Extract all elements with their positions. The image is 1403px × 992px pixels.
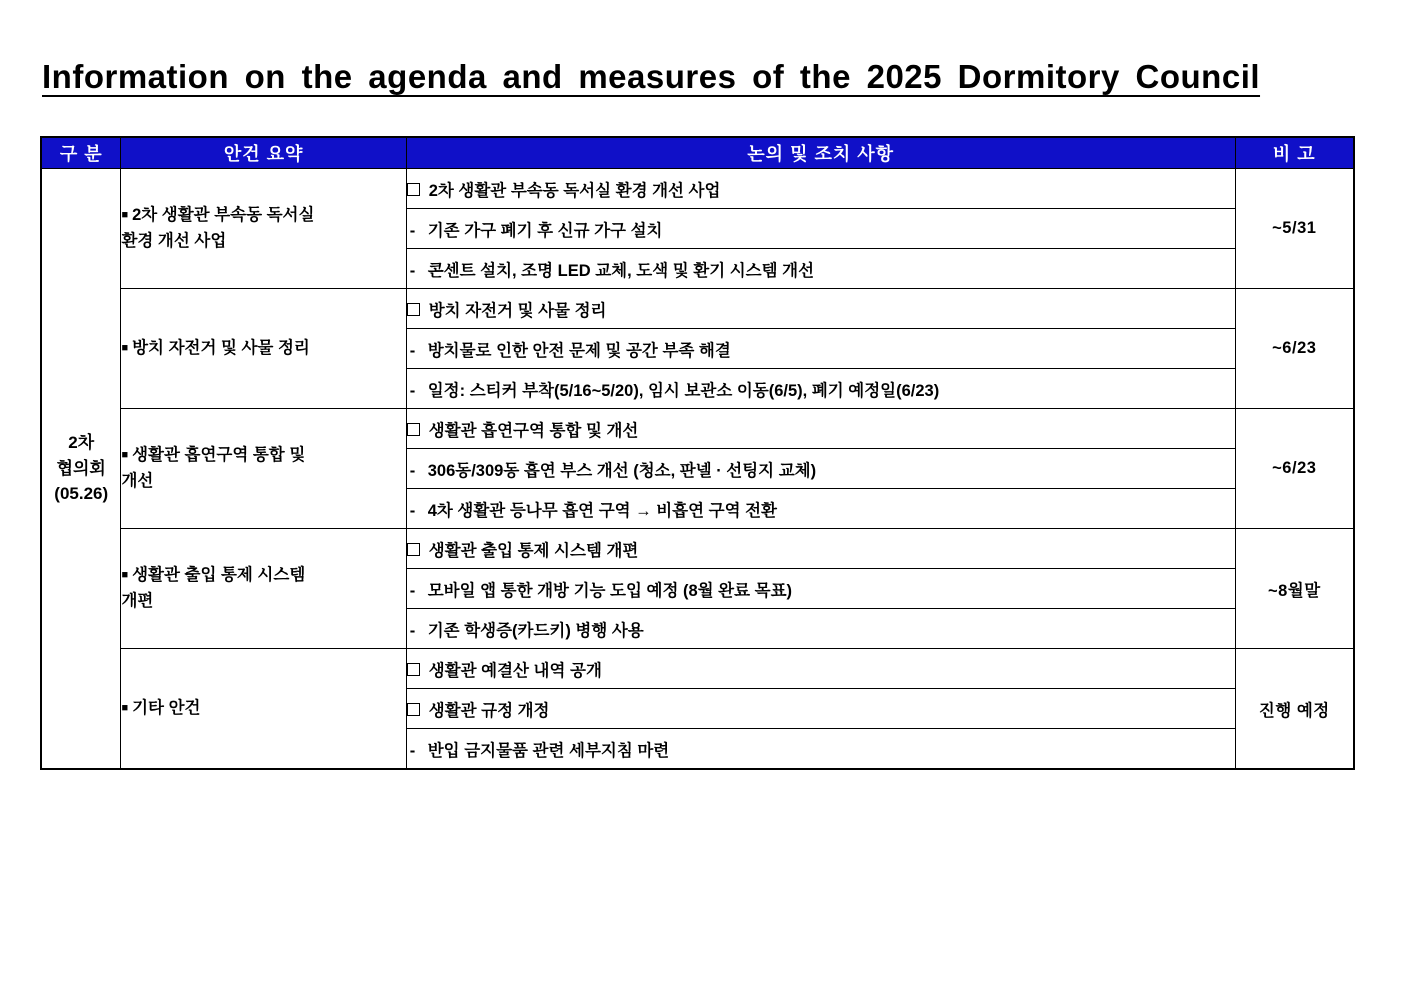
detail-cell — [406, 609, 1235, 649]
detail-text: 방치물로 인한 안전 문제 및 공간 부족 해결 — [427, 341, 731, 360]
dash-marker: - — [409, 621, 416, 640]
detail-cell — [406, 369, 1235, 409]
division-label-line: 2차 — [68, 433, 95, 453]
checkbox-icon — [407, 303, 420, 316]
detail-text: 반입 금지물품 관련 세부지침 마련 — [427, 741, 670, 760]
header-remark: 비 고 — [1235, 137, 1354, 169]
checkbox-icon — [407, 543, 420, 556]
detail-cell — [406, 449, 1235, 489]
dash-marker: - — [409, 741, 416, 760]
agenda-summary-cell — [121, 529, 406, 649]
agenda-summary-text: 기타 안건 — [132, 698, 201, 717]
agenda-summary-text: 방치 자전거 및 사물 정리 — [132, 338, 310, 357]
checkbox-icon — [407, 663, 420, 676]
dash-marker: - — [409, 381, 416, 400]
detail-cell — [406, 289, 1235, 329]
table-row — [41, 409, 1354, 449]
detail-cell — [406, 329, 1235, 369]
checkbox-icon — [407, 423, 420, 436]
division-cell — [41, 169, 121, 770]
table-row — [41, 169, 1354, 209]
checkbox-icon — [407, 703, 420, 716]
agenda-summary-cell — [121, 169, 406, 289]
table-row — [41, 649, 1354, 689]
detail-text: 4차 생활관 등나무 흡연 구역 → 비흡연 구역 전환 — [427, 501, 777, 520]
square-bullet-icon: ■ — [121, 448, 129, 461]
detail-text: 콘센트 설치, 조명 LED 교체, 도색 및 환기 시스템 개선 — [427, 261, 815, 280]
header-details: 논의 및 조치 사항 — [406, 137, 1235, 169]
detail-cell — [406, 209, 1235, 249]
detail-cell — [406, 689, 1235, 729]
detail-text: 2차 생활관 부속동 독서실 환경 개선 사업 — [428, 181, 721, 200]
dash-marker: - — [409, 261, 416, 280]
agenda-summary-cell — [121, 649, 406, 770]
detail-text: 생활관 규정 개정 — [428, 701, 550, 720]
remark-cell: ~8월말 — [1235, 529, 1354, 649]
detail-cell — [406, 409, 1235, 449]
detail-text: 방치 자전거 및 사물 정리 — [428, 301, 607, 320]
dash-marker: - — [409, 461, 416, 480]
detail-cell — [406, 729, 1235, 770]
remark-cell: ~5/31 — [1235, 169, 1354, 289]
detail-text: 기존 가구 폐기 후 신규 가구 설치 — [427, 221, 663, 240]
detail-cell — [406, 489, 1235, 529]
table-row — [41, 529, 1354, 569]
table-row — [41, 289, 1354, 329]
square-bullet-icon: ■ — [121, 568, 129, 581]
detail-cell — [406, 649, 1235, 689]
agenda-summary-cell — [121, 289, 406, 409]
square-bullet-icon: ■ — [121, 701, 129, 714]
dash-marker: - — [409, 501, 416, 520]
remark-cell: ~6/23 — [1235, 289, 1354, 409]
division-label-line: 협의회 — [56, 458, 106, 478]
square-bullet-icon: ■ — [121, 341, 129, 354]
dash-marker: - — [409, 341, 416, 360]
agenda-summary-cell — [121, 409, 406, 529]
table-header-row — [41, 137, 1354, 169]
header-division: 구 분 — [41, 137, 121, 169]
detail-text: 생활관 흡연구역 통합 및 개선 — [428, 421, 639, 440]
page-title: Information on the agenda and measures of the 2025 Dormitory Council — [42, 58, 1261, 95]
detail-cell — [406, 529, 1235, 569]
agenda-summary-text: 2차 생활관 부속동 독서실 환경 개선 사업 — [121, 205, 315, 250]
detail-text: 생활관 출입 통제 시스템 개편 — [428, 541, 639, 560]
detail-text: 306동/309동 흡연 부스 개선 (청소, 판넬 · 선팅지 교체) — [427, 461, 817, 480]
dash-marker: - — [409, 221, 416, 240]
detail-cell — [406, 169, 1235, 209]
division-label-line: (05.26) — [54, 484, 109, 504]
detail-cell — [406, 249, 1235, 289]
square-bullet-icon: ■ — [121, 208, 129, 221]
agenda-summary-text: 생활관 출입 통제 시스템 개편 — [121, 565, 306, 610]
agenda-summary-text: 생활관 흡연구역 통합 및 개선 — [121, 445, 306, 490]
detail-text: 생활관 예결산 내역 공개 — [428, 661, 602, 680]
remark-cell: ~6/23 — [1235, 409, 1354, 529]
remark-cell: 진행 예정 — [1235, 649, 1354, 770]
dash-marker: - — [409, 581, 416, 600]
checkbox-icon — [407, 183, 420, 196]
agenda-table-body — [41, 169, 1354, 770]
agenda-table — [40, 136, 1355, 770]
detail-text: 모바일 앱 통한 개방 기능 도입 예정 (8월 완료 목표) — [427, 581, 792, 600]
detail-text: 기존 학생증(카드키) 병행 사용 — [427, 621, 644, 640]
detail-cell — [406, 569, 1235, 609]
detail-text: 일정: 스티커 부착(5/16~5/20), 임시 보관소 이동(6/5), 폐기 예정일(6/23) — [427, 381, 940, 400]
header-summary: 안건 요약 — [121, 137, 406, 169]
